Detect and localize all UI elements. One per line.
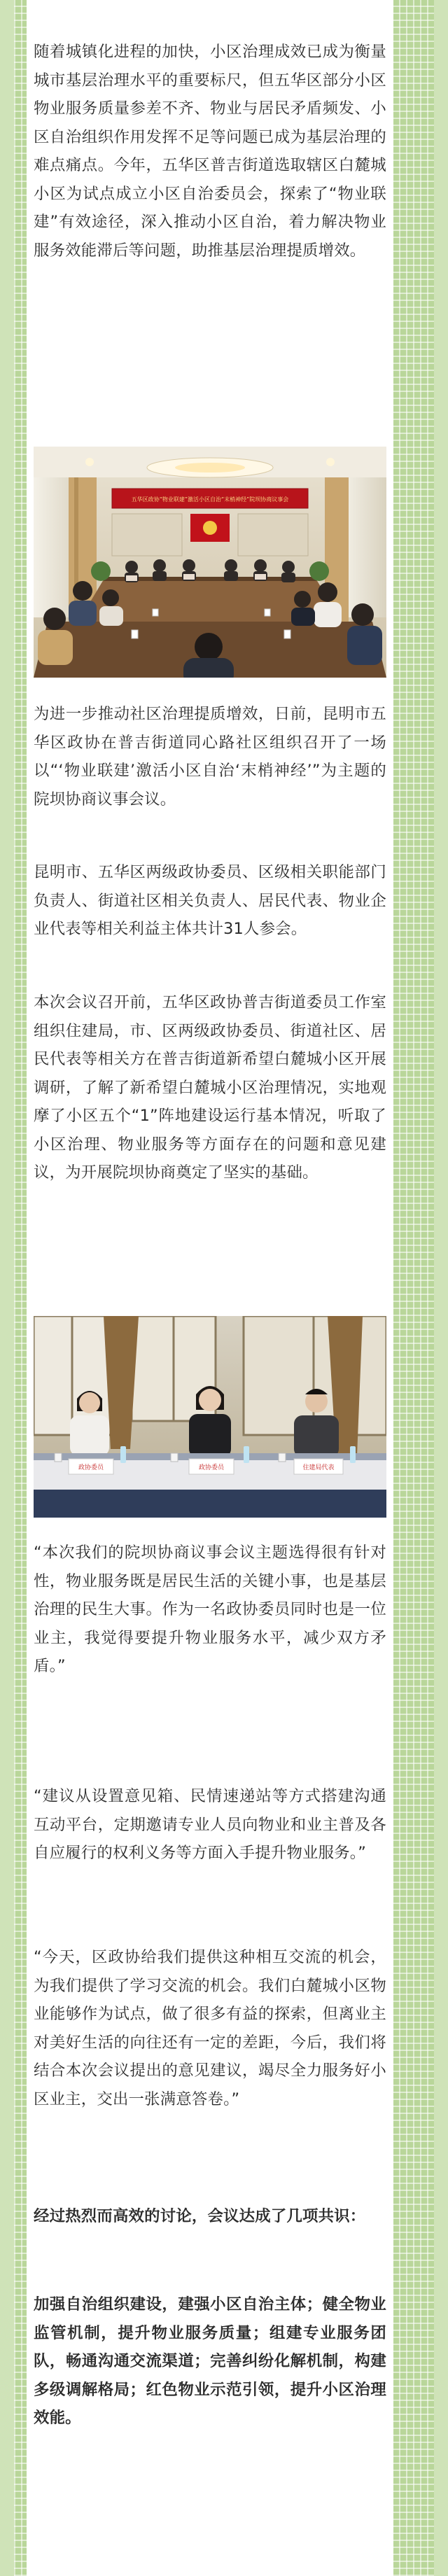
paragraph-research: 本次会议召开前，五华区政协普吉街道委员工作室组织住建局，市、区两级政协委员、街道社区、居民代表等相关方在普吉街道新希望白麓城小区开展调研，了解了新希望白麓城小区治理情况，实地观摩了小区五个“1”阵地建设运行基本情况，听取了小区治理、物业服务等方面存在的问题和意见建议，为开展院坝协商奠定了坚实的基础。 (34, 993, 386, 1182)
meeting-room-photo (34, 447, 386, 678)
quote-committee-member: “本次我们的院坝协商议事会议主题选得很有针对性，物业服务既是居民生活的关键小事，也是基层治理的民生大事。作为一名政协委员同时也是一位业主，我觉得要提升物业服务水平，减少双方矛盾。” (34, 1544, 386, 1675)
nameplate-1: 政协委员 (78, 1464, 104, 1471)
paragraph-attendees: 昆明市、五华区两级政协委员、区级相关职能部门负责人、街道社区相关负责人、居民代表、物业企业代表等相关利益主体共计31人参会。 (34, 863, 386, 938)
nameplate-3: 住建局代表 (302, 1464, 335, 1471)
quote-suggestion: “建议从设置意见箱、民情速递站等方式搭建沟通互动平台，定期邀请专业人员向物业和业主普及各自应履行的权利义务等方面入手提升物业服务。” (34, 1787, 386, 1862)
meeting-banner-text: 五华区政协“物业联建”激活小区自治“末梢神经”院坝协商议事会 (131, 496, 289, 503)
quote-property-company: “今天，区政协给我们提供这种相互交流的机会，为我们提供了学习交流的机会。我们白麓城小区物业能够作为试点，做了很多有益的探索，但离业主对美好生活的向往还有一定的差距，今后，我们将结合本次会议提出的意见建议，竭尽全力服务好小区业主，交出一张满意答卷。” (34, 1948, 386, 2108)
committee-panel-photo (34, 1316, 386, 1518)
consensus-list: 加强自治组织建设，建强小区自治主体；健全物业监管机制，提升物业服务质量；组建专业服务团队，畅通沟通交流渠道；完善纠纷化解机制，构建多级调解格局；红色物业示范引领，提升小区治理效能。 (34, 2295, 386, 2427)
nameplate-2: 政协委员 (198, 1464, 225, 1471)
paragraph-intro: 随着城镇化进程的加快，小区治理成效已成为衡量城市基层治理水平的重要标尺，但五华区部分小区物业服务质量参差不齐、物业与居民矛盾频发、小区自治组织作用发挥不足等问题已成为基层治理的难点痛点。今年，五华区普吉街道选取辖区白麓城小区为试点成立小区自治委员会，探索了“物业联建”有效途径，深入推动小区自治，着力解决物业服务效能滞后等问题，助推基层治理提质增效。 (34, 43, 386, 260)
consensus-heading: 经过热烈而高效的讨论，会议达成了几项共识： (34, 2207, 366, 2225)
article-paper (27, 0, 393, 2576)
paragraph-meeting: 为进一步推动社区治理提质增效，日前，昆明市五华区政协在普吉街道同心路社区组织召开了一场以“‘物业联建’激活小区自治‘末梢神经’”为主题的院坝协商议事会议。 (34, 705, 386, 808)
